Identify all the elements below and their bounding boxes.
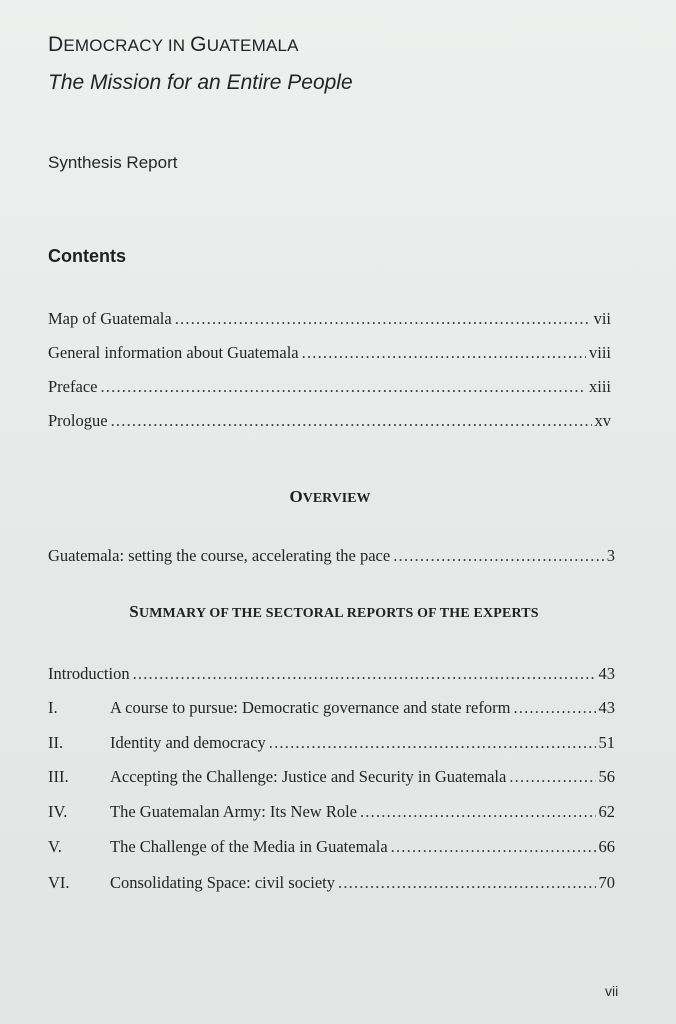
chapter-title: Consolidating Space: civil society — [110, 873, 336, 892]
dot-leader — [513, 698, 595, 718]
toc-chapter — [48, 733, 615, 753]
dot-leader — [269, 733, 596, 753]
toc-entry-overview — [48, 546, 615, 566]
summary-heading — [0, 602, 664, 622]
toc-entry-label: Preface — [48, 377, 98, 396]
toc-entry-label: Guatemala: setting the course, accelerating the pace — [48, 546, 391, 565]
toc-entry-label: Map of Guatemala — [48, 309, 172, 328]
page-number: vii — [605, 983, 619, 999]
title-rest-2: UATEMALA — [206, 36, 299, 55]
toc-entry — [48, 309, 611, 329]
toc-entry-label: General information about Guatemala — [48, 343, 299, 362]
dot-leader — [391, 837, 596, 857]
toc-entry-page: 3 — [606, 546, 615, 565]
dot-leader — [175, 309, 591, 329]
toc-chapter — [48, 698, 615, 718]
dot-leader — [393, 546, 604, 566]
dot-leader — [133, 664, 596, 684]
title-initial-1: D — [48, 33, 64, 56]
chapter-numeral: I. — [48, 698, 58, 717]
book-subtitle: The Mission for an Entire People — [48, 71, 353, 94]
title-initial-2: G — [190, 33, 207, 56]
chapter-numeral: V. — [48, 837, 62, 856]
toc-entry-page: vii — [593, 309, 611, 328]
title-rest-1: EMOCRACY IN — [63, 36, 191, 55]
dot-leader — [100, 377, 586, 397]
chapter-title: The Challenge of the Media in Guatemala — [110, 837, 388, 856]
toc-entry-page: viii — [588, 343, 611, 362]
toc-entry-page: 43 — [598, 664, 615, 683]
chapter-page: 51 — [598, 733, 615, 752]
toc-entry-label: Prologue — [48, 411, 108, 430]
chapter-title: Accepting the Challenge: Justice and Security in Guatemala — [110, 767, 507, 786]
dot-leader — [509, 767, 595, 787]
chapter-title: A course to pursue: Democratic governance and state reform — [110, 698, 511, 717]
toc-entry-page: xiii — [588, 377, 611, 396]
dot-leader — [302, 343, 586, 363]
chapter-page: 62 — [598, 802, 615, 821]
chapter-page: 66 — [598, 837, 615, 856]
toc-entry — [48, 377, 611, 397]
overview-heading-rest: VERVIEW — [302, 491, 371, 506]
toc-chapter — [48, 802, 615, 822]
dot-leader — [111, 411, 592, 431]
toc-entry — [48, 343, 611, 363]
chapter-numeral: IV. — [48, 802, 68, 821]
chapter-numeral: III. — [48, 767, 69, 786]
chapter-numeral: VI. — [48, 873, 70, 892]
report-type: Synthesis Report — [48, 153, 178, 172]
contents-heading: Contents — [48, 246, 126, 266]
toc-entry-introduction — [48, 664, 615, 684]
overview-heading-initial: O — [289, 487, 303, 506]
toc-chapter — [48, 767, 615, 787]
chapter-numeral: II. — [48, 733, 64, 752]
chapter-page: 70 — [598, 873, 615, 892]
overview-heading — [0, 487, 660, 507]
chapter-page: 43 — [598, 698, 615, 717]
toc-entry-label: Introduction — [48, 664, 130, 683]
summary-heading-initial: S — [129, 602, 139, 621]
dot-leader — [360, 802, 596, 822]
toc-chapter — [48, 837, 615, 857]
chapter-title: The Guatemalan Army: Its New Role — [110, 802, 357, 821]
chapter-page: 56 — [598, 767, 615, 786]
toc-chapter — [48, 873, 615, 893]
book-title — [48, 33, 299, 57]
toc-entry-page: xv — [594, 411, 611, 430]
dot-leader — [338, 873, 595, 893]
summary-heading-rest: UMMARY OF THE SECTORAL REPORTS OF THE EXPERTS — [138, 606, 539, 621]
toc-entry — [48, 411, 611, 431]
chapter-title: Identity and democracy — [110, 733, 266, 752]
